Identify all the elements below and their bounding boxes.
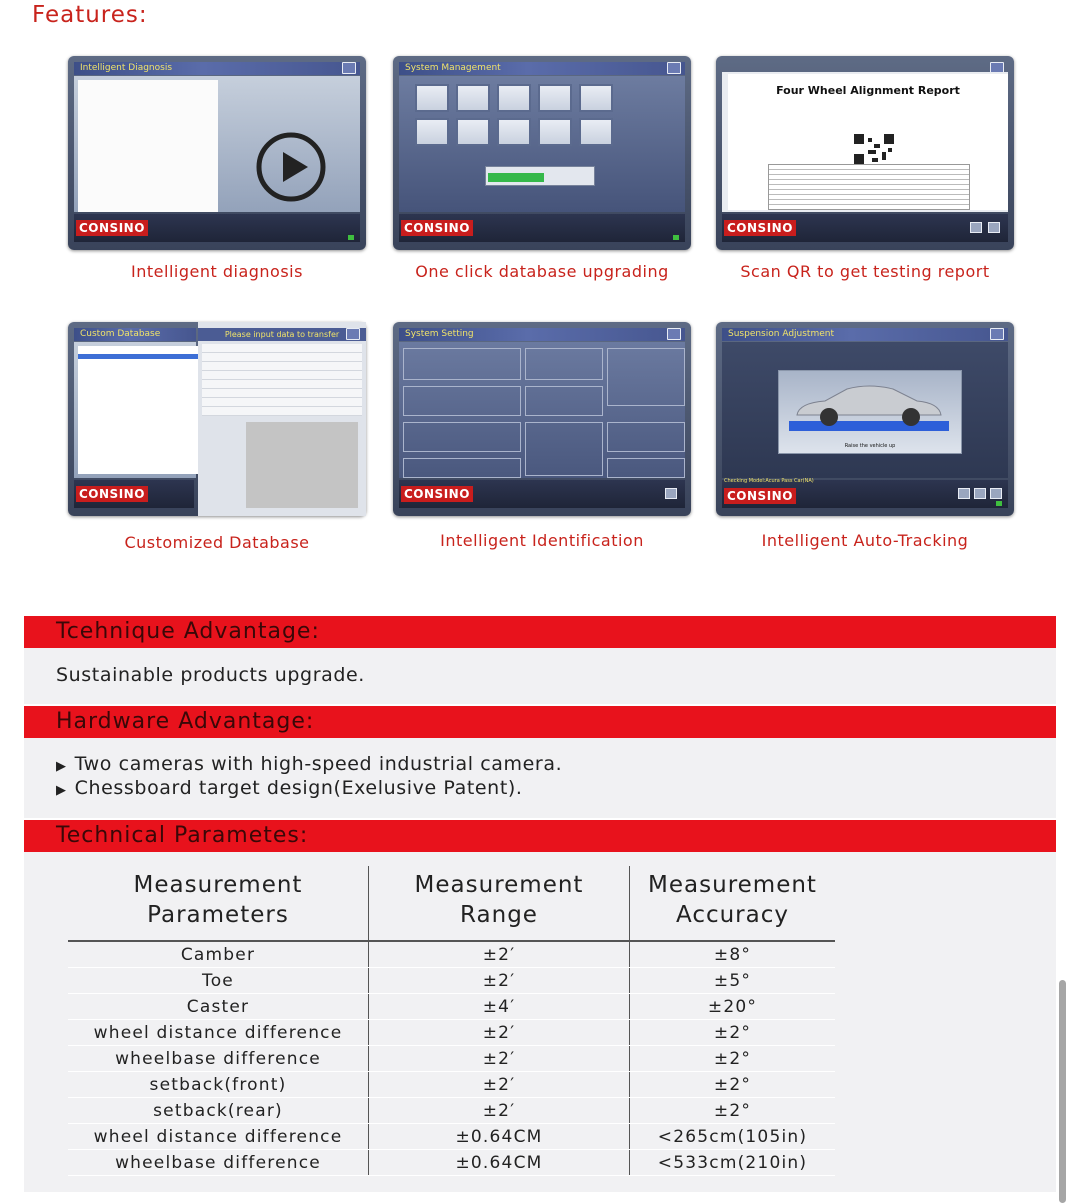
caption-diagnosis: Intelligent diagnosis [131, 262, 303, 281]
table-row [68, 968, 835, 994]
screen-title: Intelligent Diagnosis [74, 62, 360, 75]
forward-icon [990, 488, 1002, 499]
parameters-table [68, 866, 835, 1176]
hardware-bullet [56, 777, 523, 799]
scrollbar[interactable] [1059, 980, 1066, 1203]
accuracy-cell: ±8° [630, 941, 836, 968]
gear-icon [456, 84, 490, 112]
range-cell: ±4′ [369, 994, 630, 1020]
range-cell: ±2′ [369, 1072, 630, 1098]
settings-group-language [525, 348, 603, 380]
bullet-text: Two cameras with high-speed industrial camera. [74, 753, 563, 775]
accuracy-cell: ±5° [630, 968, 836, 994]
screen-frame [393, 322, 691, 516]
table-row [68, 941, 835, 968]
table-row [68, 994, 835, 1020]
brand-logo: CONSINO [401, 486, 473, 502]
range-cell: ±2′ [369, 1098, 630, 1124]
accuracy-cell: ±2° [630, 1020, 836, 1046]
search-icon [456, 118, 490, 146]
feature-card-system-management [393, 56, 691, 250]
caption-custom-database: Customized Database [124, 533, 310, 552]
technical-heading: Technical Parametes: [56, 823, 309, 848]
caption-report: Scan QR to get testing report [740, 262, 990, 281]
accuracy-cell: <265cm(105in) [630, 1124, 836, 1150]
parameter-cell: setback(front) [68, 1072, 369, 1098]
parameter-cell: Camber [68, 941, 369, 968]
dialog-form [202, 344, 362, 416]
caption-auto-tracking: Intelligent Auto-Tracking [761, 531, 969, 550]
settings-group-alignment [403, 348, 521, 380]
screen-title: System Management [399, 62, 685, 75]
report-table [768, 164, 970, 210]
parameter-cell: Toe [68, 968, 369, 994]
report-title: Four Wheel Alignment Report [776, 84, 960, 97]
parameter-cell: Caster [68, 994, 369, 1020]
transfer-dialog [198, 322, 366, 516]
range-cell: ±2′ [369, 1020, 630, 1046]
selected-row [78, 354, 198, 359]
bottom-bar [399, 214, 685, 242]
car-icon [789, 381, 949, 433]
settings-group-position [403, 386, 521, 416]
feature-card-system-setting [393, 322, 691, 516]
window-button-icon [667, 62, 681, 74]
feature-card-report [716, 56, 1014, 250]
hardware-heading: Hardware Advantage: [56, 709, 315, 734]
brand-logo: CONSINO [724, 220, 796, 236]
checking-model-text: Checking Model:Acura Pass Car(NA) [724, 478, 814, 484]
raise-vehicle-text: Raise the vehicle up [844, 443, 896, 449]
accuracy-cell: ±2° [630, 1046, 836, 1072]
dialog-title: Please input data to transfer [198, 328, 366, 341]
parameter-cell: setback(rear) [68, 1098, 369, 1124]
technical-band [24, 820, 1056, 852]
settings-group-accuracy [525, 386, 603, 416]
screen-frame [716, 322, 1014, 516]
brand-logo: CONSINO [76, 220, 148, 236]
screen-content [722, 342, 1008, 478]
caption-database-upgrade: One click database upgrading [415, 262, 669, 281]
back-icon [974, 488, 986, 499]
hardware-band [24, 706, 1056, 738]
database-list [78, 346, 198, 474]
parameter-cell: wheelbase difference [68, 1150, 369, 1176]
bullet-text: Chessboard target design(Exelusive Patent). [74, 777, 523, 799]
preview-panel [246, 422, 358, 508]
screen-title: Custom Database [74, 328, 196, 341]
home-icon [415, 84, 449, 112]
accuracy-cell: ±2° [630, 1072, 836, 1098]
bottom-bar [399, 480, 685, 508]
range-cell: ±2′ [369, 968, 630, 994]
status-led-icon [996, 501, 1002, 506]
range-cell: ±0.64CM [369, 1150, 630, 1176]
accuracy-cell: ±2° [630, 1098, 836, 1124]
feature-card-custom-database [68, 322, 366, 516]
window-button-icon [667, 328, 681, 340]
report-page [728, 74, 1008, 210]
header-range: Measurement Range [369, 866, 630, 941]
save-icon [988, 222, 1000, 233]
progress-fill [488, 173, 544, 182]
table-row [68, 1150, 835, 1176]
screen-title: System Setting [399, 328, 685, 341]
bottom-bar [74, 480, 194, 508]
document-icon [538, 118, 572, 146]
hardware-bullet [56, 753, 562, 775]
table-row [68, 1046, 835, 1072]
screen-content [399, 76, 685, 212]
settings-group-unit [607, 458, 685, 478]
bottom-bar [722, 480, 1008, 508]
settings-group-data-display [403, 422, 521, 452]
technique-heading: Tcehnique Advantage: [56, 619, 320, 644]
bullet-triangle-icon: ▶ [56, 783, 67, 798]
settings-group-other [525, 422, 603, 476]
screen-frame [68, 56, 366, 250]
screen-frame [716, 56, 1014, 250]
play-icon [256, 132, 326, 202]
qr-code-icon [852, 132, 896, 166]
print-icon [970, 222, 982, 233]
status-led-icon [673, 235, 679, 240]
brand-logo: CONSINO [76, 486, 148, 502]
table-row [68, 1098, 835, 1124]
chessboard-icon [415, 118, 449, 146]
settings-group-toe-unit [607, 348, 685, 406]
upgrade-progress-bar [485, 166, 595, 186]
bullet-triangle-icon: ▶ [56, 759, 67, 774]
caption-identification: Intelligent Identification [440, 531, 644, 550]
window-button-icon [990, 328, 1004, 340]
header-parameters: Measurement Parameters [68, 866, 369, 941]
header-accuracy: Measurement Accuracy [630, 866, 836, 941]
diagnosis-log-panel [78, 80, 218, 212]
screen-frame [393, 56, 691, 250]
screen-content [74, 76, 360, 212]
parameter-cell: wheel distance difference [68, 1124, 369, 1150]
power-icon [579, 118, 613, 146]
car-lift-view [778, 370, 962, 454]
technique-text: Sustainable products upgrade. [56, 664, 365, 686]
screen-content [74, 342, 196, 478]
screen-content [722, 72, 1008, 212]
technique-band [24, 616, 1056, 648]
feature-card-suspension [716, 322, 1014, 516]
database-icon [497, 118, 531, 146]
range-cell: ±2′ [369, 941, 630, 968]
bottom-bar [722, 214, 1008, 242]
parameter-cell: wheelbase difference [68, 1046, 369, 1072]
feature-card-diagnosis [68, 56, 366, 250]
bottom-bar [74, 214, 360, 242]
printer-icon [579, 84, 613, 112]
monitor-icon [497, 84, 531, 112]
settings-group-angle-unit [607, 422, 685, 452]
table-row [68, 1072, 835, 1098]
status-led-icon [348, 235, 354, 240]
range-cell: ±0.64CM [369, 1124, 630, 1150]
table-header-row [68, 866, 835, 941]
range-cell: ±2′ [369, 1046, 630, 1072]
screen-frame [68, 322, 366, 516]
window-button-icon [346, 328, 360, 340]
table-row [68, 1020, 835, 1046]
tool-icon [538, 84, 572, 112]
brand-logo: CONSINO [724, 488, 796, 504]
accuracy-cell: ±20° [630, 994, 836, 1020]
table-row [68, 1124, 835, 1150]
window-button-icon [342, 62, 356, 74]
brand-logo: CONSINO [401, 220, 473, 236]
parameter-cell: wheel distance difference [68, 1020, 369, 1046]
screen-title: Suspension Adjustment [722, 328, 1008, 341]
screen-content [399, 342, 685, 478]
settings-group-clamp [403, 458, 521, 478]
menu-icon [958, 488, 970, 499]
accuracy-cell: <533cm(210in) [630, 1150, 836, 1176]
features-heading: Features: [32, 2, 148, 28]
confirm-icon [665, 488, 677, 499]
